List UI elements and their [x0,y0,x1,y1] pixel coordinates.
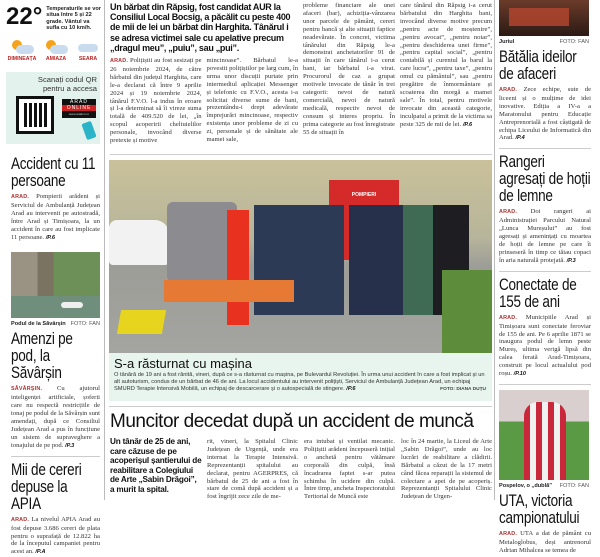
brief-uta[interactable] [499,493,591,555]
brief-amenzi[interactable] [11,331,100,450]
photo-caption-box [109,353,492,401]
page-ref[interactable]: /P.A [35,549,46,556]
top-story-deck: Un bărbat din Răpsig, fost candidat AUR la Consiliul Local Bocsig, a păcălit cu peste 400 de mii de lei un bărbat din Harghita. Tânărul i se adresa victimei sale cu apelative precum „dragul meu”, „puiu”, sau „pui”. [110,2,291,53]
fire-truck: POMPIERI [329,180,399,260]
photo-story-text: O tânără de 19 ani a fost rănită, vineri, după ce s-a răsturnat cu mașina, pe Bulevardul Revoluției. În urma unui accident în care a fost implicat și un alt autoturism, condus de un bărbat de 46 de ani. La locul accidentului au intervenit polițiști, Serviciul de Ambulanță Județean Arad, un echipaj SMURD Terapie Intensivă Mobilă, un echipaj de descarcerare și o autospecială de stingere. /P.6 FOTO: DIANA DUȚU [114,372,486,393]
period-label: DIMINEAȚA [7,55,37,62]
bottom-story-deck: Un tânăr de 25 de ani, care căzuse de pe acoperișul șantierului de reabilitare a Colegiului de Arte „Sabin Drăgoi”, a murit la spital. [110,437,202,494]
article-body: ARAD. Municipiile Arad și Timișoara sunt conectate feroviar de 155 de ani. Pe 6 aprilie 1871 se inaugura podul de lemn peste Mureș, ultima verigă lipsă din calea ferată Arad-Timișoara, construit pe locul actualului pod roșu. /P.10 [499,313,592,378]
headline[interactable]: Conectate de 155 de ani [499,275,577,311]
article-body: ARAD. Pompierii arădeni și Serviciul de Ambulanță Județean Arad au intervenit pe autostradă, între Arad și Timișoara, la un accident în care au fost implicate 11 persoane. /P.6 [11,193,100,241]
photo-caption: Pospelov, o „dublă” FOTO: FAN [499,482,589,489]
divider [499,148,591,149]
headline[interactable]: UTA, victoria campionatului [499,491,580,527]
weather-evening [74,38,102,62]
column-rule [104,0,105,500]
article-body: ARAD. La nivelul APIA Arad au fost depuse 3.686 cereri de plata pentru o suprafață de 12.822 ha de la începutul campaniei pentru acest an. /P.A [11,515,100,556]
qr-promo[interactable] [6,72,100,144]
top-story-body [110,57,298,145]
divider [110,154,492,155]
bottom-story-headline[interactable]: Muncitor decedat după un accident de muncă [110,411,474,432]
weather-noon [40,38,72,62]
headline[interactable]: Rangeri agresați de hoții de lemne [499,153,591,206]
article-body: ARAD. Zece echipe, sute de liceeni și o mulțime de idei inovative. Ediția a IV-a a Maratonului pentru Educație Antreprenorială a fost câștigată de echipa Liceului de Informatică din Arad. /P.4 [499,86,591,142]
divider [499,384,591,385]
divider [109,406,492,407]
text-column: loc în 24 martie, la Liceul de Arte „Sabin Drăgoi”, unde au loc lucrări de reabilitare a clădirii. Bărbatul a căzut de la 17 metri când făcea reparații la sistemul de colectare a apei de pe acoperiș. Reprezentanții Spitalului Clinic Județean de Urgen- [401,438,492,501]
text-column: mincinoase”. Bărbatul le-a povestit polițiștilor pe larg cum, în urma unor discuții purtate prin intermediul aplicației Messenger și telefonic cu F.V.O., acesta i-a solicitat diverse sume de bani, prezentându-i drept adevărate împrejurări mincinoase, respectiv existența unor probleme de zi cu zi, personale și de sănătate ale mamei sale, [206,57,298,144]
divider [11,456,100,457]
period-label: SEARA [78,55,98,62]
text-column: probleme financiare ale unei afaceri (bar), achiziția-vânzarea unor parcele de pământ, cereri pentru bancă și alte situații faptice neadevărate. În concret, victima tânărului din Răpsig le-a demonstrat anchetatorilor 91 de situații în care tânărul i-a cerut bani, iar bărbatul i-a virat. Procurorul de caz a grupat motivele invocate de tânăr în trei categorii: nevoi de natură comercială, nevoi de natură medicală, respectiv nevoi de consum și interes propriu. În prima categorie au fost înregistrate 55 de situații în [303,2,395,136]
text-column: era intubat și ventilat mecanic. Polițiștii arădeni începuseră inițial o anchetă pentru vătămare corporală din culpă, însă încadrarea faptei s-ar putea schimba în ucidere din culpă. Între timp, ancheta Inspectoratului Teritorial de Muncă este [304,438,395,501]
text-column: rit, vineri, la Spitalul Clinic Județean de Urgență, unde era internat la Terapie Intensivă. Reprezentanții spitalului au declarat, pentru AGERPRES, că bărbatul de 25 de ani a fost în stare de comă după accident și a fost îngrijit zece zile de me- [207,438,298,501]
qr-code-icon[interactable] [16,96,54,134]
temperature: 22° [6,3,43,30]
weather-box [6,4,102,62]
phone-icon [81,121,96,140]
photo-credit: FOTO: DIANA DUȚU [440,387,486,393]
page-ref[interactable]: /P.3 [65,442,75,449]
brief-accident[interactable] [11,156,100,242]
page-ref[interactable]: /P.10 [513,371,527,378]
weather-text: Temperaturile se vor situa între 5 și 22 grade. Vântul va sufla cu 10 km/h. [46,6,101,32]
article-body: SĂVÂRȘIN. Cu ajutorul inteligenței artificiale, șoferii care nu respectă restricțiile de tonaj pe podul de la Săvârșin sunt amendați, după ce Consiliul Județean Arad a pus în funcțiune un sistem de supraveghere a tonajului de pe pod. /P.3 [11,385,100,449]
headline[interactable]: Mii de cereri depuse la APIA [11,460,82,513]
photo-caption: Juriul FOTO: FAN [499,39,589,45]
arad-online-logo: ARAD ONLINE www.aradon.ro [62,99,96,118]
headline[interactable]: Accident cu 11 persoane [11,155,96,190]
brief-conectate[interactable] [499,277,591,379]
qr-text: Scanați codul QR pentru a accesa [37,75,97,93]
weather-periods [6,38,102,62]
page-ref[interactable]: /P.4 [515,135,525,142]
photo-caption: Podul de la Săvârșin FOTO: FAN [11,321,100,328]
page-ref[interactable]: /P.3 [566,257,576,264]
bottom-story-body [207,438,492,501]
left-column-flow [11,156,100,557]
period-label: AMIAZA [45,55,67,62]
headline[interactable]: Bătălia ideilor de afaceri [499,48,577,83]
weather-morning [6,38,38,62]
article-body: ARAD. Doi rangeri ai Administrației Parcului Natural „Lunca Mureșului” au fost agresați și amenințați cu moartea de hoții de lemne pe care îi prinseseră în timp ce tăiau copaci în aria naturală protejată. /P.3 [499,208,591,264]
photo-story-title[interactable]: S-a răsturnat cu mașina [114,356,253,371]
brief-rangeri[interactable] [499,154,591,265]
page-ref[interactable]: /P.6 [462,121,473,128]
divider [499,271,591,272]
photo-jury [499,0,589,36]
column-rule [494,0,495,500]
photo-football [499,390,589,480]
photo-accident [109,160,492,353]
text-column: ARAD. Polițiștii au fost sesizați pe 26 noiembrie 2024, de către bărbatul din județul Harghita, care le-a declarat că între 9 aprilie 2024 și 19 noiembrie 2024, tânărul F.V.O. l-a indus în eroare și l-a determinat să îi vireze suma totală de 409.520 de lei, „în scopul acoperirii cheltuielilor personale, invocând diverse pretexte și motive [110,57,202,145]
headline[interactable]: Amenzi pe pod, la Săvârșin [11,330,73,383]
photo-bridge [11,252,100,318]
page-ref[interactable]: /P.6 [346,386,356,393]
top-story-left [110,2,298,145]
sun-cloud-icon [6,38,38,56]
text-column: care tânărul din Răpsig i-a cerut bărbatului din Harghita bani, invocând diverse motive precum „pentru acte de moștenire”, „pentru avocat”, „pentru notar”, „pentru deschiderea unei firme”, „pentru capital social”, „pentru contabilă și curentul la barul la care lucra”, „pentru taxe”, „pentru omul cu pământul”, sau „pentru pregătire de înmormântare și scoaterea din morgă a mamei sale”. În total, pentru motivele invocate din această categorie, inculpatul a primit de la victima sa peste 325 de mii de lei. /P.6 [400,2,492,128]
page-ref[interactable]: /P.6 [45,234,55,241]
right-column-flow [499,0,591,555]
cloud-icon [74,38,102,56]
brief-batalia[interactable] [499,49,591,143]
article-body: ARAD. UTA a dat de pământ cu Metaloglobus, deși antrenorul Adrian Mihalcea se temea de [499,529,591,554]
brief-apia[interactable] [11,462,100,557]
top-story-right [303,2,492,136]
sun-cloud-icon [40,38,72,56]
